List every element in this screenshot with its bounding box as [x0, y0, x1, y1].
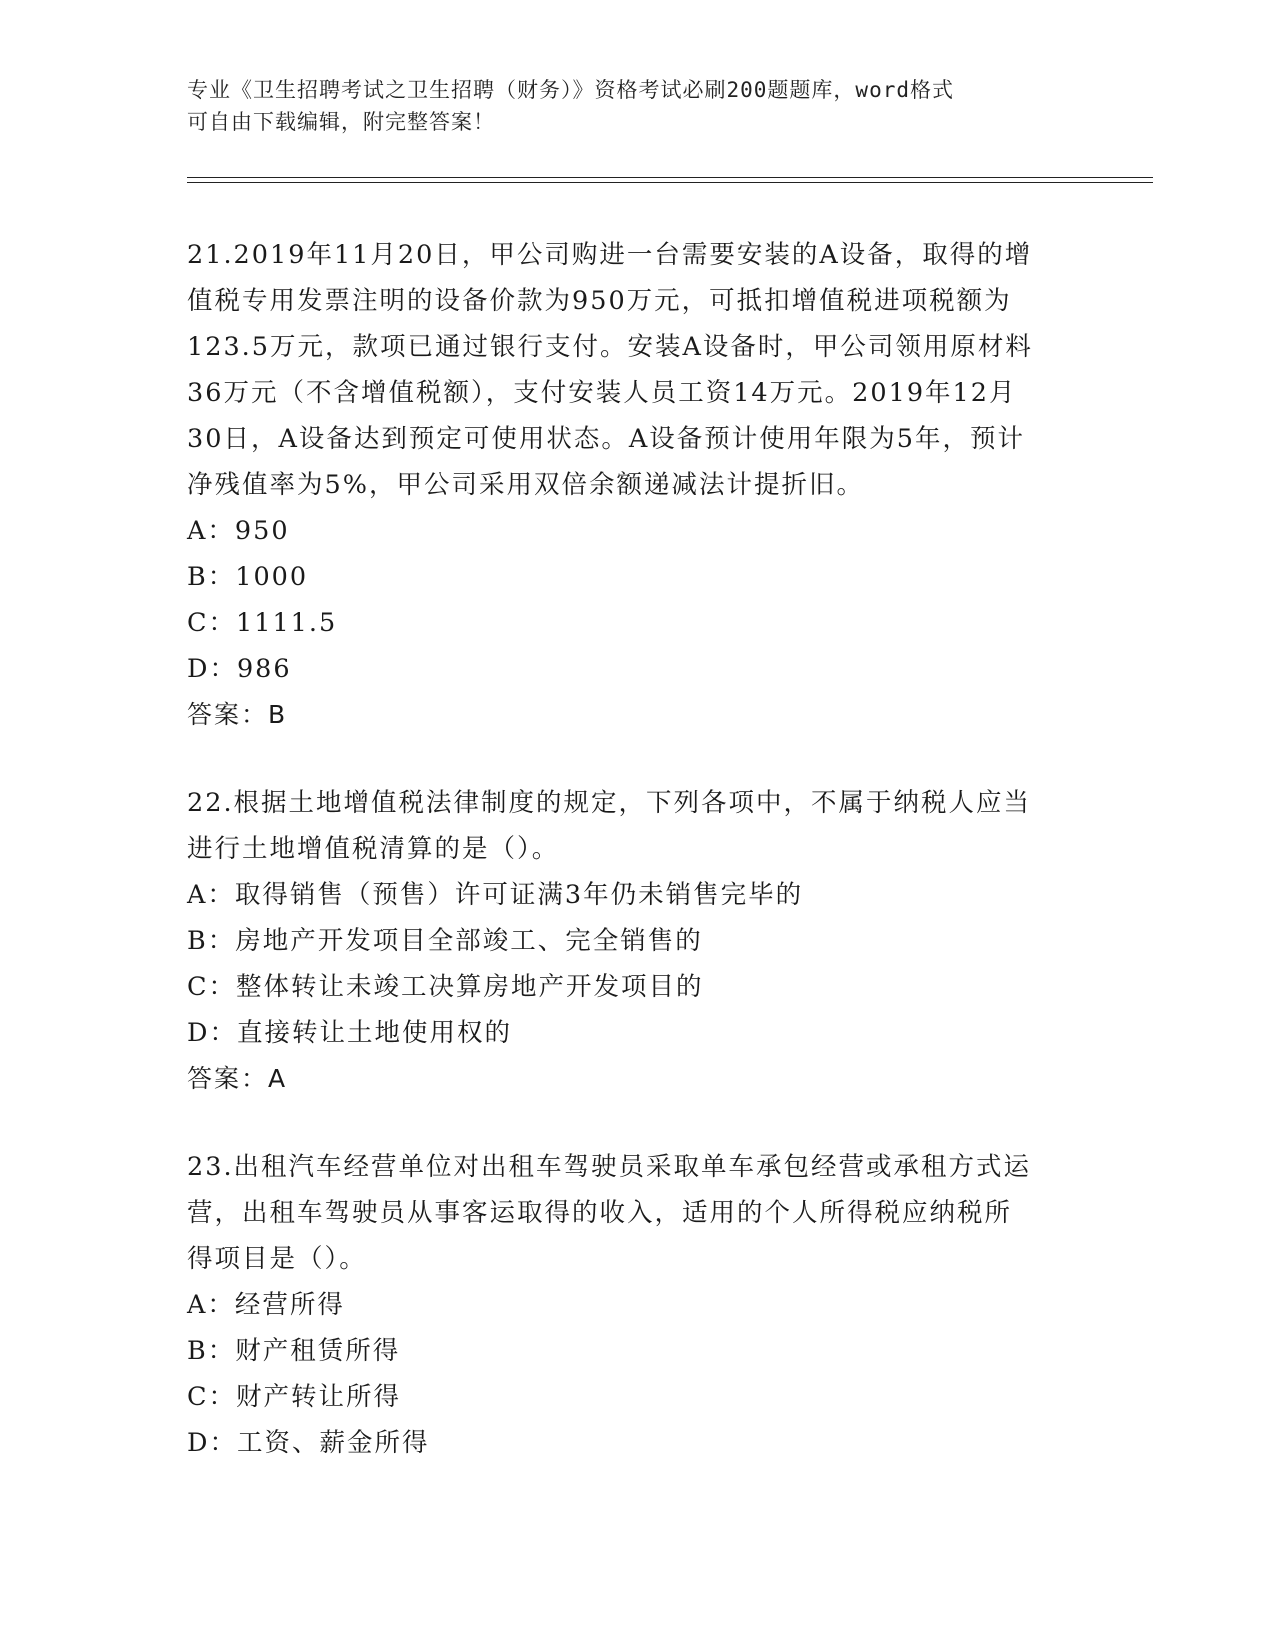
question-text-line: 23.出租汽车经营单位对出租车驾驶员采取单车承包经营或承租方式运: [187, 1152, 1032, 1182]
question-text-line: 营，出租车驾驶员从事客运取得的收入，适用的个人所得税应纳税所: [187, 1198, 1013, 1228]
option-d: D：986: [187, 654, 292, 684]
option-a: A：取得销售（预售）许可证满3年仍未销售完毕的: [187, 880, 804, 910]
question-text-line: 123.5万元，款项已通过银行支付。安装A设备时，甲公司领用原材料: [187, 332, 1033, 362]
question-text-line: 21.2019年11月20日，甲公司购进一台需要安装的A设备，取得的增: [187, 240, 1033, 270]
question-22: [187, 780, 1087, 1102]
header-line: 可自由下载编辑，附完整答案！: [187, 110, 495, 134]
answer-text: 答案：A: [187, 1064, 288, 1093]
question-text-line: 净残值率为5%，甲公司采用双倍余额递减法计提折旧。: [187, 470, 864, 500]
question-text-line: 36万元（不含增值税额），支付安装人员工资14万元。2019年12月: [187, 378, 1017, 408]
question-text-line: 值税专用发票注明的设备价款为950万元，可抵扣增值税进项税额为: [187, 286, 1012, 316]
question-21: [187, 232, 1087, 738]
option-c: C：财产转让所得: [187, 1382, 402, 1412]
option-c: C：1111.5: [187, 608, 338, 638]
question-text-line: 得项目是（）。: [187, 1244, 367, 1274]
option-d: D：直接转让土地使用权的: [187, 1018, 512, 1048]
option-b: B：房地产开发项目全部竣工、完全销售的: [187, 926, 703, 956]
header-line: 专业《卫生招聘考试之卫生招聘（财务）》资格考试必刷200题题库，word格式: [187, 78, 954, 102]
document-header: [187, 74, 1067, 138]
question-text-line: 进行土地增值税清算的是（）。: [187, 834, 560, 864]
header-divider-top: [187, 177, 1153, 178]
answer-text: 答案：B: [187, 700, 288, 729]
option-d: D：工资、薪金所得: [187, 1428, 430, 1458]
option-c: C：整体转让未竣工决算房地产开发项目的: [187, 972, 704, 1002]
header-divider-bottom: [187, 182, 1153, 183]
question-text-line: 30日，A设备达到预定可使用状态。A设备预计使用年限为5年，预计: [187, 424, 1026, 454]
option-a: A：950: [187, 516, 290, 546]
option-b: B：1000: [187, 562, 309, 592]
question-text-line: 22.根据土地增值税法律制度的规定，下列各项中，不属于纳税人应当: [187, 788, 1032, 818]
question-23: [187, 1144, 1087, 1466]
option-b: B：财产租赁所得: [187, 1336, 401, 1366]
question-list: [187, 232, 1087, 1508]
option-a: A：经营所得: [187, 1290, 345, 1320]
